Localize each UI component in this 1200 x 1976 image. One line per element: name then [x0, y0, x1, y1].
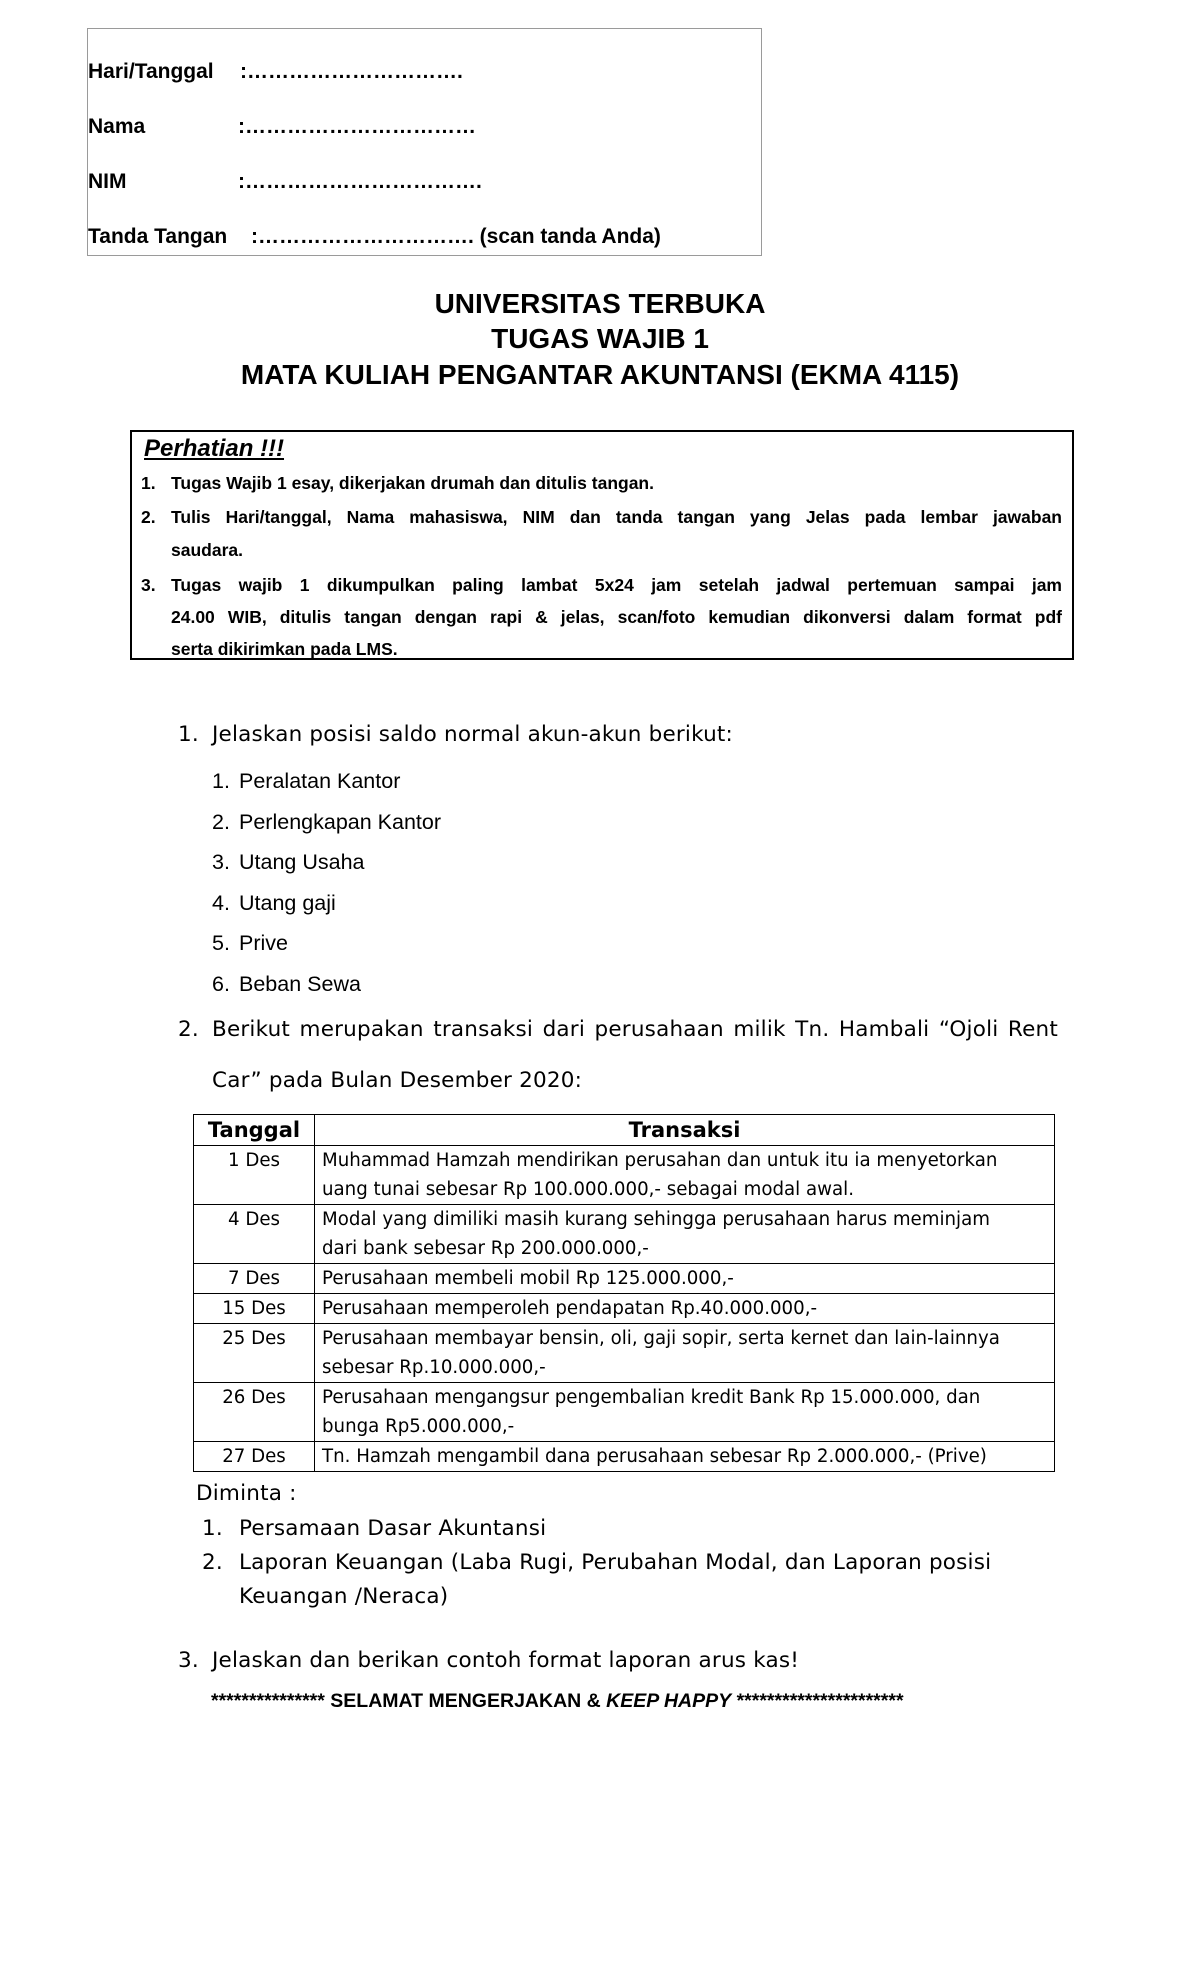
transaction-line: dari bank sebesar Rp 200.000.000,-	[322, 1238, 649, 1259]
transaction-line: Perusahaan memperoleh pendapatan Rp.40.000.000,-	[322, 1298, 818, 1319]
list-item-number: 4.	[212, 891, 230, 915]
diminta-item: Persamaan Dasar Akuntansi	[239, 1516, 547, 1541]
list-item: Prive	[239, 931, 288, 955]
closing-text: SELAMAT MENGERJAKAN &	[330, 1690, 601, 1712]
transactions-table	[193, 1114, 1055, 1472]
notice-item-text: 24.00 WIB, ditulis tangan dengan rapi & jelas, scan/foto kemudian dikonversi dalam format pdf	[171, 607, 1062, 627]
closing-text-italic: KEEP HAPPY	[606, 1690, 732, 1712]
transaction-line: bunga Rp5.000.000,-	[322, 1416, 515, 1437]
date-cell: 4 Des	[194, 1205, 315, 1264]
list-item-number: 1.	[212, 769, 230, 793]
column-header-transaction: Transaksi	[315, 1115, 1055, 1146]
transaction-line: Tn. Hamzah mengambil dana perusahaan sebesar Rp 2.000.000,- (Prive)	[322, 1446, 987, 1467]
identity-box	[87, 28, 762, 256]
identity-label: NIM	[88, 170, 127, 193]
transaction-cell	[315, 1324, 1055, 1383]
notice-item-text: Tulis Hari/tanggal, Nama mahasiswa, NIM dan tanda tangan yang Jelas pada lembar jawaban	[171, 507, 1062, 527]
date-cell: 7 Des	[194, 1264, 315, 1294]
transaction-cell	[315, 1442, 1055, 1472]
transaction-cell	[315, 1264, 1055, 1294]
table-row	[194, 1294, 1055, 1324]
list-item: Beban Sewa	[239, 972, 361, 996]
transaction-cell	[315, 1205, 1055, 1264]
question-2-text-cont: Car” pada Bulan Desember 2020:	[212, 1068, 583, 1093]
list-item-number: 3.	[212, 850, 230, 874]
notice-item-text: saudara.	[171, 540, 243, 560]
identity-value: :………………………….	[240, 60, 463, 83]
table-row	[194, 1442, 1055, 1472]
date-cell: 1 Des	[194, 1146, 315, 1205]
list-item-number: 6.	[212, 972, 230, 996]
identity-value: :…………………………….	[238, 170, 482, 193]
notice-box	[130, 430, 1074, 660]
notice-item-number: 2.	[141, 507, 156, 527]
title-assignment: TUGAS WAJIB 1	[491, 323, 709, 354]
table-header-row	[194, 1115, 1055, 1146]
table-row	[194, 1205, 1055, 1264]
table-row	[194, 1383, 1055, 1442]
date-cell: 25 Des	[194, 1324, 315, 1383]
list-item: Utang Usaha	[239, 850, 365, 874]
table-row	[194, 1146, 1055, 1205]
notice-item-text: Tugas Wajib 1 esay, dikerjakan drumah dan ditulis tangan.	[171, 473, 654, 493]
notice-heading: Perhatian !!!	[144, 435, 285, 462]
list-item: Peralatan Kantor	[239, 769, 401, 793]
transaction-line: Perusahaan membayar bensin, oli, gaji sopir, serta kernet dan lain-lainnya	[322, 1328, 1000, 1349]
notice-item-number: 3.	[141, 575, 156, 595]
identity-label: Tanda Tangan	[88, 225, 228, 248]
date-cell: 15 Des	[194, 1294, 315, 1324]
list-item-number: 2.	[212, 810, 230, 834]
diminta-item: Laporan Keuangan (Laba Rugi, Perubahan Modal, dan Laporan posisi	[239, 1550, 992, 1575]
closing-message	[211, 1690, 904, 1713]
stars-right: **********************	[736, 1690, 904, 1712]
list-item-number: 1.	[202, 1516, 223, 1541]
question-number: 1.	[178, 722, 199, 747]
transaction-cell	[315, 1383, 1055, 1442]
transaction-line: Muhammad Hamzah mendirikan perusahan dan untuk itu ia menyetorkan	[322, 1150, 998, 1171]
date-cell: 26 Des	[194, 1383, 315, 1442]
question-number: 2.	[178, 1017, 199, 1042]
transaction-line: Modal yang dimiliki masih kurang sehingga perusahaan harus meminjam	[322, 1209, 990, 1230]
notice-item-text: Tugas wajib 1 dikumpulkan paling lambat 5x24 jam setelah jadwal pertemuan sampai jam	[171, 575, 1062, 595]
stars-left: ***************	[211, 1690, 325, 1712]
table-row	[194, 1264, 1055, 1294]
title-university: UNIVERSITAS TERBUKA	[434, 288, 766, 319]
list-item: Perlengkapan Kantor	[239, 810, 442, 834]
transaction-line: Perusahaan membeli mobil Rp 125.000.000,-	[322, 1268, 734, 1289]
list-item-number: 5.	[212, 931, 230, 955]
title-course: MATA KULIAH PENGANTAR AKUNTANSI (EKMA 4115)	[240, 359, 960, 390]
identity-value: :…………………………. (scan tanda Anda)	[251, 225, 661, 248]
transaction-cell	[315, 1146, 1055, 1205]
list-item-number: 2.	[202, 1550, 223, 1575]
transaction-line: uang tunai sebesar Rp 100.000.000,- sebagai modal awal.	[322, 1179, 855, 1200]
transaction-line: sebesar Rp.10.000.000,-	[322, 1357, 546, 1378]
column-header-date: Tanggal	[194, 1115, 315, 1146]
notice-item-number: 1.	[141, 473, 156, 493]
question-1-text: Jelaskan posisi saldo normal akun-akun berikut:	[212, 722, 733, 747]
identity-label: Hari/Tanggal	[88, 60, 214, 83]
notice-item-text: serta dikirimkan pada LMS.	[171, 639, 398, 659]
identity-label: Nama	[88, 115, 146, 138]
question-number: 3.	[178, 1648, 199, 1673]
date-cell: 27 Des	[194, 1442, 315, 1472]
transaction-line: Perusahaan mengangsur pengembalian kredit Bank Rp 15.000.000, dan	[322, 1387, 981, 1408]
identity-value: :……………………………	[238, 115, 476, 138]
question-2-text: Berikut merupakan transaksi dari perusahaan milik Tn. Hambali “Ojoli Rent	[212, 1017, 1058, 1042]
list-item: Utang gaji	[239, 891, 336, 915]
table-row	[194, 1324, 1055, 1383]
transaction-cell	[315, 1294, 1055, 1324]
question-3-text: Jelaskan dan berikan contoh format laporan arus kas!	[212, 1648, 800, 1673]
diminta-label: Diminta :	[196, 1481, 297, 1506]
diminta-item-cont: Keuangan /Neraca)	[239, 1584, 449, 1609]
